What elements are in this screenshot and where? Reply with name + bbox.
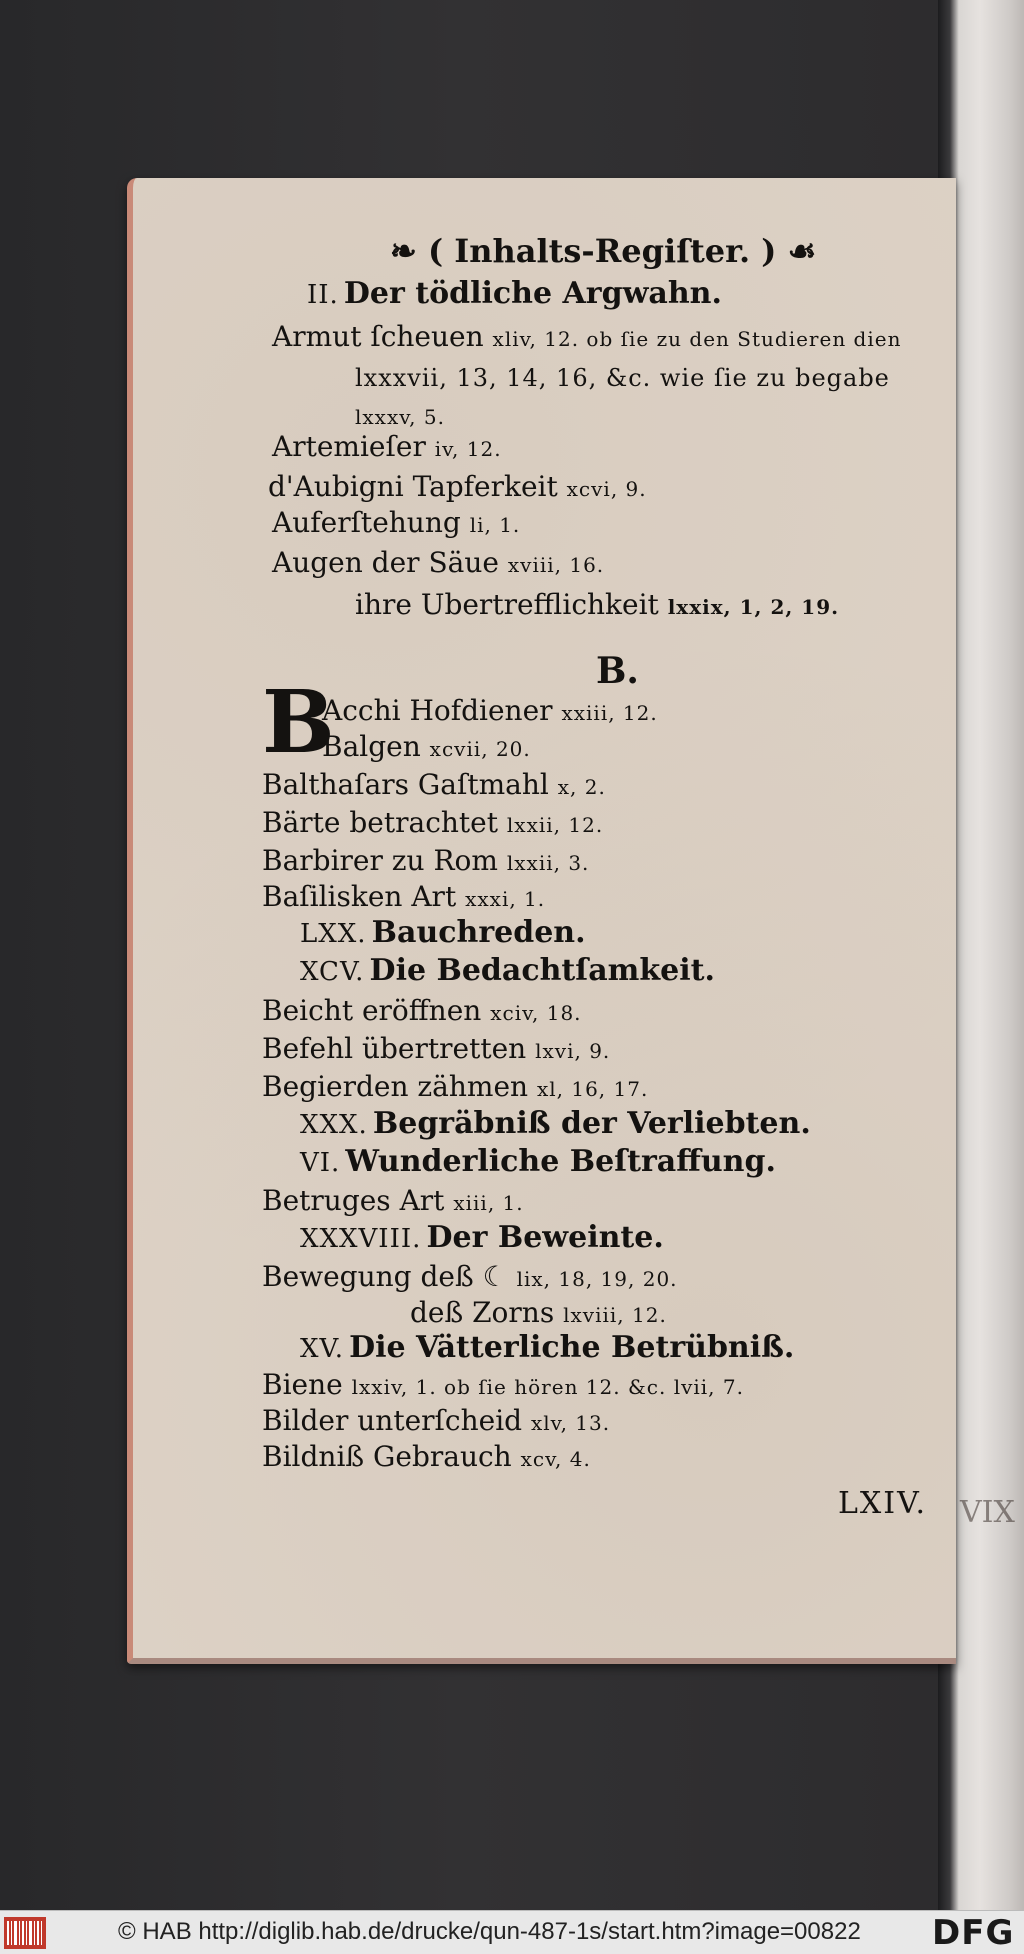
head-ornament-left-icon: ❧ — [390, 232, 417, 270]
index-entry: Augen der Säue xviii, 16. — [272, 546, 605, 579]
entry-heading: VI. Wunderliche Beſtraffung. — [300, 1144, 776, 1179]
dfg-logo: DFG — [932, 1913, 1015, 1953]
index-entry: Bildniß Gebrauch xcv, 4. — [262, 1440, 591, 1473]
entry-heading: II. Der tödliche Argwahn. — [307, 276, 722, 311]
running-head: ❧ ( Inhalts-Regiſter. ) ☙ — [390, 232, 817, 270]
section-letter-heading: B. — [596, 650, 639, 692]
index-entry-continuation: lxxxv, 5. — [355, 405, 445, 429]
adjacent-page-edge — [950, 0, 1024, 1910]
index-entry-continuation: deß Zorns lxviii, 12. — [410, 1296, 667, 1329]
index-entry-continuation: lxxxvii, 13, 14, 16, &c. wie ſie zu begabe — [355, 364, 890, 392]
index-entry: Balthaſars Gaſtmahl x, 2. — [262, 768, 606, 801]
index-entry: Balgen xcvii, 20. — [322, 730, 531, 763]
index-entry: Biene lxxiv, 1. ob ſie hören 12. &c. lvii, 7. — [262, 1368, 744, 1401]
entry-heading: XXX. Begräbniß der Verliebten. — [300, 1106, 811, 1141]
index-entry: d'Aubigni Tapferkeit xcvi, 9. — [268, 470, 647, 503]
spine-page-number: VIX — [960, 1495, 1015, 1530]
entry-heading: XV. Die Vätterliche Betrübniß. — [300, 1330, 795, 1365]
index-entry: Bärte betrachtet lxxii, 12. — [262, 806, 604, 839]
index-entry: Auferſtehung li, 1. — [272, 506, 521, 539]
index-entry: Acchi Hofdiener xxiii, 12. — [322, 694, 658, 727]
head-ornament-right-icon: ☙ — [787, 232, 817, 270]
index-entry: Armut ſcheuen xliv, 12. ob ſie zu den Studieren dien — [272, 320, 902, 353]
viewer-footer — [0, 1910, 1024, 1954]
footer-credit-link[interactable]: © HAB http://diglib.hab.de/drucke/qun-487-1s/start.htm?image=00822 — [118, 1918, 861, 1945]
entry-heading: LXX. Bauchreden. — [300, 915, 586, 950]
page-number: LXIV. — [838, 1486, 928, 1521]
index-entry: ihre Ubertrefflichkeit lxxix, 1, 2, 19. — [355, 588, 840, 621]
index-entry: Beicht eröffnen xciv, 18. — [262, 994, 582, 1027]
barcode-icon — [4, 1917, 46, 1949]
index-entry: Begierden zähmen xl, 16, 17. — [262, 1070, 649, 1103]
index-entry: Baſilisken Art xxxi, 1. — [262, 880, 546, 913]
entry-heading: XCV. Die Bedachtſamkeit. — [300, 953, 715, 988]
index-entry: Artemieſer iv, 12. — [272, 430, 502, 463]
entry-heading: XXXVIII. Der Beweinte. — [300, 1220, 664, 1255]
index-entry: Betruges Art xiii, 1. — [262, 1184, 524, 1217]
drop-cap: B — [262, 672, 335, 773]
index-entry: Bewegung deß ☾ lix, 18, 19, 20. — [262, 1260, 678, 1293]
index-entry: Barbirer zu Rom lxxii, 3. — [262, 844, 590, 877]
index-entry: Befehl übertretten lxvi, 9. — [262, 1032, 611, 1065]
index-entry: Bilder unterſcheid xlv, 13. — [262, 1404, 611, 1437]
